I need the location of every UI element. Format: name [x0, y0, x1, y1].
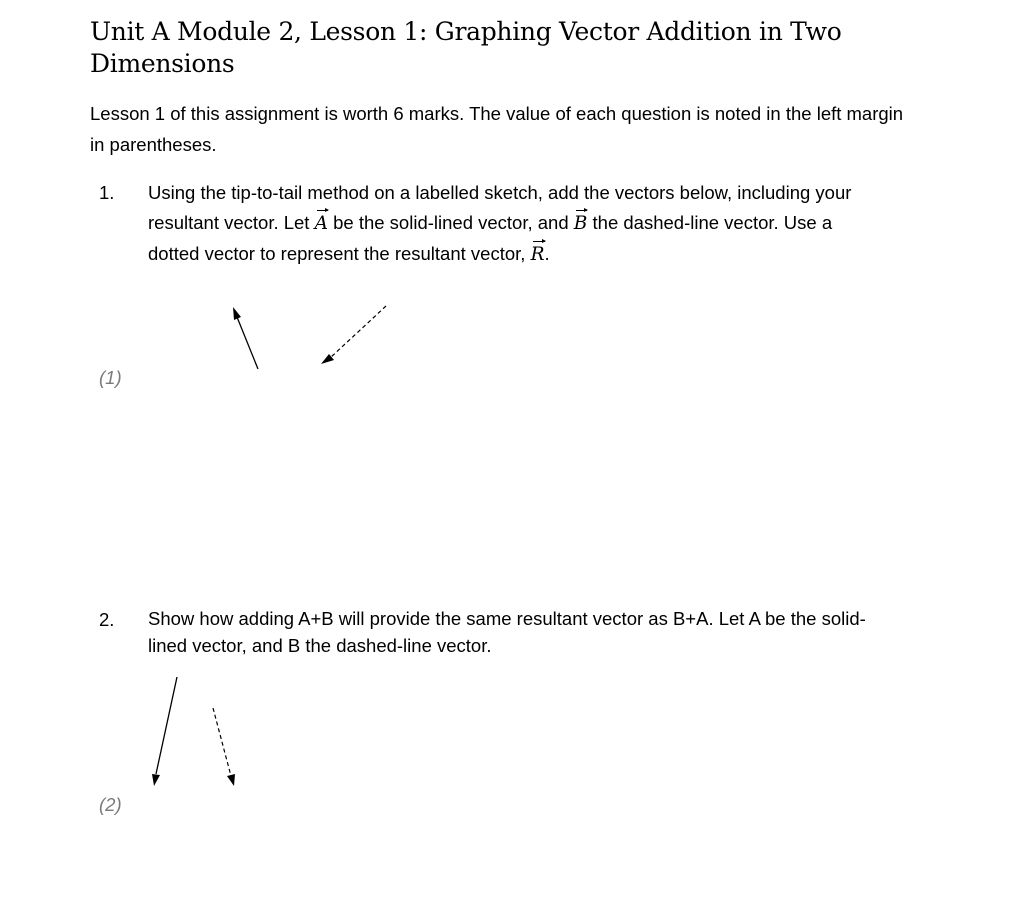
question-1-text-part1: Using the tip-to-tail method on a labelled sketch, add the vectors below, including your resultant vector. Let — [148, 182, 852, 233]
question-2-vector-b-dashed — [213, 708, 235, 786]
question-1-number: 1. — [99, 182, 115, 203]
vector-r-symbol: R — [531, 240, 545, 270]
question-2-text: Show how adding A+B will provide the same resultant vector as B+A. Let A be the solid-lined vector, and B the dashed-line vector. — [148, 608, 866, 656]
vector-b-symbol: B — [574, 209, 588, 239]
question-1-vector-a-solid — [233, 307, 258, 369]
question-1-text-part2: be the solid-lined vector, and — [327, 212, 574, 233]
question-2-marks: (2) — [99, 794, 122, 815]
question-1-marks: (1) — [99, 367, 122, 388]
question-1-text-part4: . — [544, 243, 550, 264]
question-2-number: 2. — [99, 609, 115, 630]
question-2-vector-a-solid — [152, 677, 177, 786]
intro-paragraph: Lesson 1 of this assignment is worth 6 marks. The value of each question is noted in the left margin in parentheses. — [90, 103, 904, 155]
page-title: Unit A Module 2, Lesson 1: Graphing Vector Addition in Two Dimensions — [90, 17, 842, 78]
question-1-text-part3: the dashed-line vector. Use a dotted vector to represent the resultant vector, — [148, 212, 833, 264]
question-1-vector-b-dashed — [321, 306, 386, 364]
vector-a-symbol: A — [315, 209, 328, 239]
